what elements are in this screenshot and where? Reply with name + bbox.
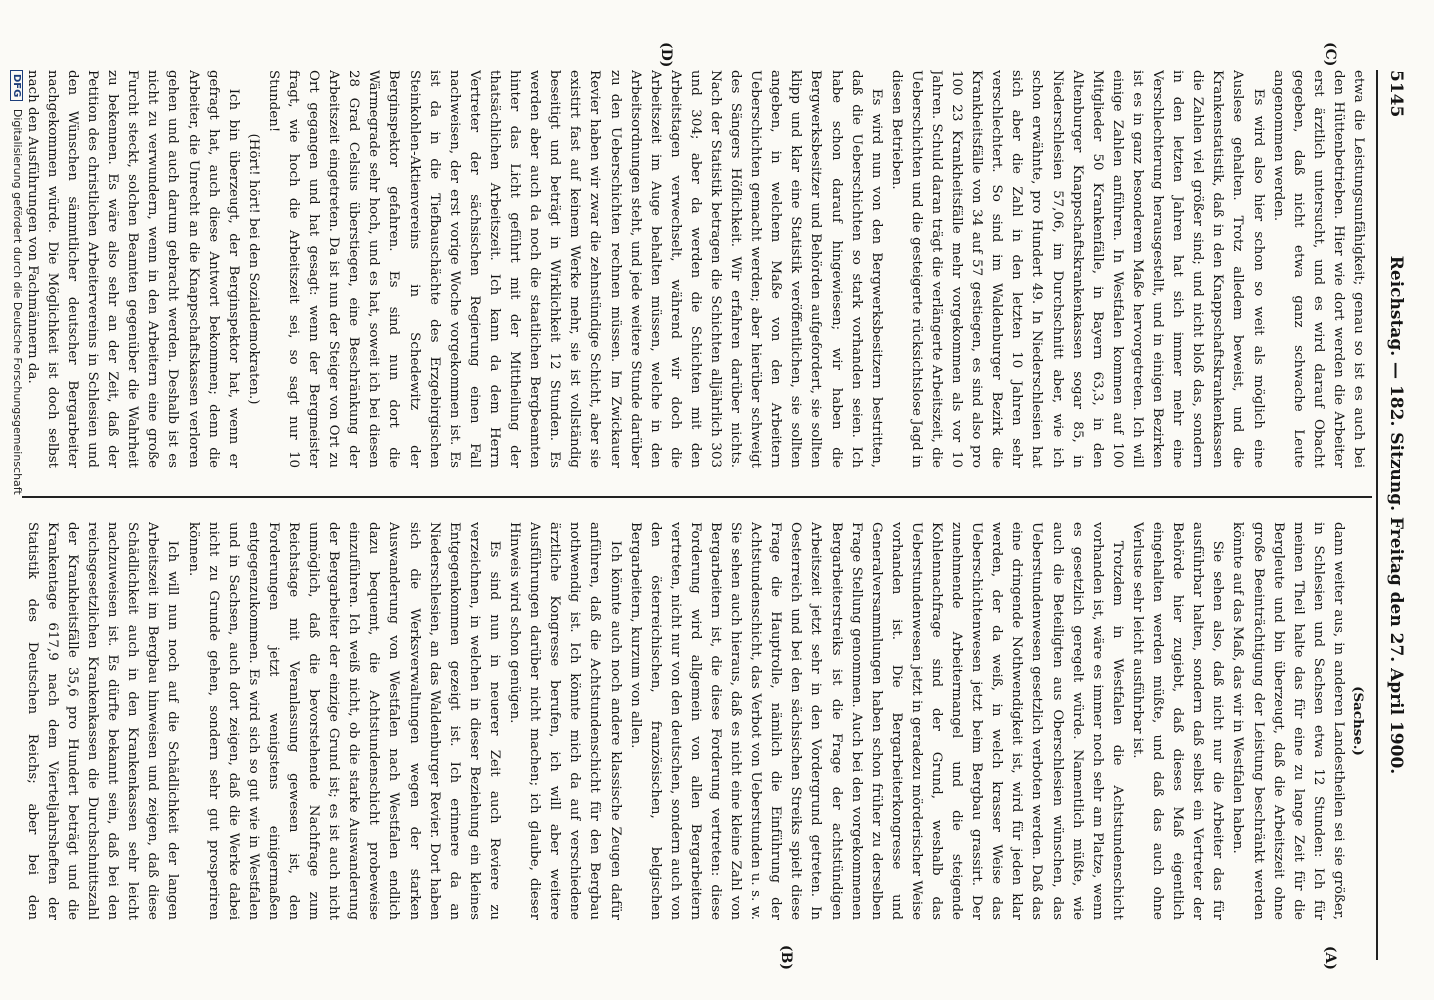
column-paragraph: Trotzdem in Westfalen die Achtstundenschicht vorhanden ist, wäre es immer noch sehr am Platze, wenn es gesetzlich geregelt würde. Namentlich müßte, wie auch die Beteiligten aus Oberschlesien wünschen, das Ueberstundenwesen gesetzlich verboten werden. Daß das eine dringende Nothwendigkeit ist, wird für jeden klar werden, der da weiß, in welch krasser Weise das Ueberschichtenwesen jetzt beim Bergbau grassirt. Der zunehmende Arbeitermangel und die steigende Kohlennachfrage sind der Grund, weshalb das Ueberstundenwesen jetzt in geradezu mörderischer Weise vorhanden ist. Die Bergarbeiterkongresse und Generalversammlungen haben schon früher zu derselben Frage Stellung genommen. Auch bei den vorgekommenen Bergarbeiterstreiks ist die Frage der achtstündigen Arbeitszeit jetzt sehr in den Vordergrund getreten. In Oesterreich und bei den sächsischen Streiks spielt diese Frage die Hauptrolle, nämlich die Einführung der Achtstundenschicht, das Verbot von Ueberstunden u. s. w. Sie sehen auch hieraus, daß es nicht eine kleine Zahl von Bergarbeitern ist, die diese Forderung vertreten: diese Forderung wird allgemein von allen Bergarbeitern vertreten, nicht nur von den deutschen, sondern auch von den österreichischen, französischen, belgischen Bergarbeitern, kurzum von allen.: [627, 522, 1125, 920]
page-number: 5145: [1386, 70, 1406, 118]
margin-marker-b: (B): [778, 944, 794, 970]
column-text: dann weiter aus, in anderen Landestheilen sei sie größer, in Schlesien und Sachsen etwa 12 Stunden: Ich für meinen Theil halte das für eine zu lange Zeit für die Bergleute und bin überzeugt, daß die Arbeitszeit ohne große Beeinträchtigung der Leistung beschränkt werden könnte auf das Maß, das wir in Westfalen haben.: [1230, 522, 1346, 920]
speaker-name: (Sachse.): [1350, 686, 1366, 756]
text-column-left: [23, 70, 1368, 468]
margin-marker-a: (A): [1322, 945, 1338, 970]
dfg-logo: DFG: [10, 70, 23, 101]
column-divider: [22, 496, 1372, 498]
page-header: [1378, 70, 1412, 960]
column-paragraph: Ich bin überzeugt, der Berginspektor hat, wenn er gefragt hat, auch diese Antwort bekommen; denn die Arbeiter, die Unrecht an die Knappschaftskassen verloren gehen und auch darum gebracht werden. Deshalb ist es nicht zu verwundern, wenn in den Arbeitern eine große Furcht steckt, solchen Beamten gegenüber die Wahrheit zu bekennen. Es wäre also sehr an der Zeit, daß der Petition des christlichen Arbeitervereins in Schlesien und den Wünschen sämmtlicher deutscher Bergarbeiter nachgekommen würde. Die Möglichkeit ist doch selbst nach den Ausführungen von Fachmännern da.: [24, 70, 241, 468]
column-paragraph: Es wird nun von den Bergwerksbesitzern bestritten, daß die Ueberschichten so stark vorhanden seien. Ich habe schon darauf hingewiesen; wir haben die Bergwerksbesitzer und Behörden aufgefordert, sie sollten klipp und klar eine Statistik veröffentlichen, sie sollten angeben, in welchem Maße von den Arbeitern Ueberschichten gemacht werden; aber hierüber schweigt des Sängers Höflichkeit. Wir erfahren darüber nichts. Nach der Statistik betragen die Schichten alljährlich 303 und 304; aber da werden die Schichten mit den Arbeitstagen verwechselt, während wir doch die Arbeitszeit im Auge behalten müssen, welche in den Arbeitsordnungen steht, und jede weitere Stunde darüber zu den Ueberschichten rechnen müssen. Im Zwickauer Revier haben wir zwar die zehnstündige Schicht, aber sie existirt fast auf keinem Werke mehr, sie ist vollständig beseitigt und beträgt in Wirklichkeit 12 Stunden. Es werden aber auch da noch die staatlichen Bergbeamten hinter das Licht geführt mit der Mittheilung der thatsächlichen Arbeitszeit. Ich kann da dem Herrn Vertreter der sächsischen Regierung einen Fall nachweisen, der erst vorige Woche vorgekommen ist. Es ist da in die Tiefbauschächte des Erzgebirgischen Steinkohlen-Aktienvereins in Schedewitz der Berginspektor gefahren. Es sind nun dort die Wärmegrade sehr hoch, und es hat, soweit ich bei diesen 28 Grad Celsius überstiegen, eine Beschränkung der Arbeitszeit eingetreten. Da ist nun der Steiger von Ort zu Ort gegangen und hat gesagt: wenn der Bergmeister fragt, wie hoch die Arbeitszeit sei, so sagt nur 10 Stunden!: [265, 70, 884, 468]
column-paragraph: Ich will nun noch auf die Schädlichkeit der langen Arbeitszeit im Bergbau hinweisen und zeigen, daß diese Schädlichkeit auch in den Krankenkassen sehr leicht nachzuweisen ist. Es dürfte bekannt sein, daß bei den reichsgesetzlichen Krankenkassen die Durchschnittszahl der Krankheitsfälle 35,6 pro Hundert beträgt und die Krankentage 617,9 nach dem Vierteljahrsheften der Statistik des Deutschen Reichs; aber bei den: [24, 522, 181, 920]
page-title: Reichstag. — 182. Sitzung. Freitag den 27. April 1900.: [1386, 255, 1406, 775]
header-rule: [1376, 70, 1378, 960]
text-column-right: [23, 522, 1368, 920]
interjection: (Hört! hört! bei den Sozialdemokraten.): [245, 133, 261, 405]
margin-marker-d: (D): [658, 42, 674, 68]
column-text: etwa die Leistungsunfähigkeit; genau so ist es auch bei den Hüttenbetrieben. Hier wie dort werden die Arbeiter erst ärztlich untersucht, und es wird darauf Obacht gegeben, daß nicht etwa ganz schwache Leute angenommen werden.: [1270, 70, 1366, 468]
credit-text: Digitalisierung gefördert durch die Deutsche Forschungsgemeinschaft: [11, 108, 24, 495]
column-paragraph: Sie sehen also, daß nicht nur die Arbeiter das für ausführbar halten, sondern daß selbst ein Vertreter der Behörde hier zugiebt, daß dieses Maß eigentlich eingehalten werden müßte, und daß das auch ohne Verluste sehr leicht ausführbar ist.: [1129, 522, 1226, 920]
margin-marker-c: (C): [1322, 42, 1338, 67]
digitization-credit: [10, 70, 24, 960]
column-paragraph: Es wird also hier schon so weit als möglich eine Auslese gehalten. Trotz alledem beweist, und die Krankenstatistik, daß in den Knappschaftskrankenkassen die Zahlen viel größer sind; und nicht bloß das, sondern in den letzten Jahren hat sich immer mehr eine Verschlechterung herausgestellt, und in einigen Bezirken ist es in ganz besonderem Maße hervorgetreten. Ich will einige Zahlen anführen. In Westfalen kommen auf 100 Mitglieder 50 Krankenfälle, in Bayern 63,3, in den Altenburger Knappschaftskrankenkassen sogar 85, in Niederschlesien 57,06, im Durchschnitt aber, wie ich schon erwähnte, pro Hundert 49. In Niederschlesien hat sich aber die Zahl in den letzten 10 Jahren sehr verschlechtert. So sind im Waldenburger Bezirk die Krankheitsfälle von 34 auf 57 gestiegen, es sind also pro 100 23 Krankheitsfälle mehr vorgekommen als vor 10 Jahren. Schuld daran trägt die verlängerte Arbeitszeit, die Ueberschichten und die gesteigerte rücksichtslose Jagd in diesen Betrieben.: [888, 70, 1266, 468]
column-paragraph: Ich könnte auch noch andere klassische Zeugen dafür anführen, daß die Achtstundenschicht für den Bergbau nothwendig ist. Ich könnte mich da auf verschiedene ärztliche Kongresse berufen, ich will aber weitere Ausführungen darüber nicht machen; ich glaube, dieser Hinweis wird schon genügen.: [507, 522, 623, 920]
column-paragraph: Es sind nun in neuerer Zeit auch Reviere zu verzeichnen, in welchen in dieser Beziehung ein kleines Entgegenkommen gezeigt ist. Ich erinnere da an Niederschlesien, an das Waldenburger Revier. Dort haben sich die Werksverwaltungen wegen der starken Auswanderung von Westfalen nach Westfalen endlich dazu bequemt, die Achtstundenschicht probeweise einzuführen. Ich weiß nicht, ob die starke Auswanderung der Bergarbeiter der einzige Grund ist; es ist auch nicht unmöglich, daß die bevorstehende Nachfrage zum Reichstage mit Veranlassung gewesen ist, den Forderungen jetzt wenigstens einigermaßen entgegenzukommen. Es wird sich so gut wie in Westfalen und in Sachsen, auch dort zeigen, daß die Werke dabei nicht zu Grunde gehen, sondern sehr gut prosperiren können.: [185, 522, 502, 920]
